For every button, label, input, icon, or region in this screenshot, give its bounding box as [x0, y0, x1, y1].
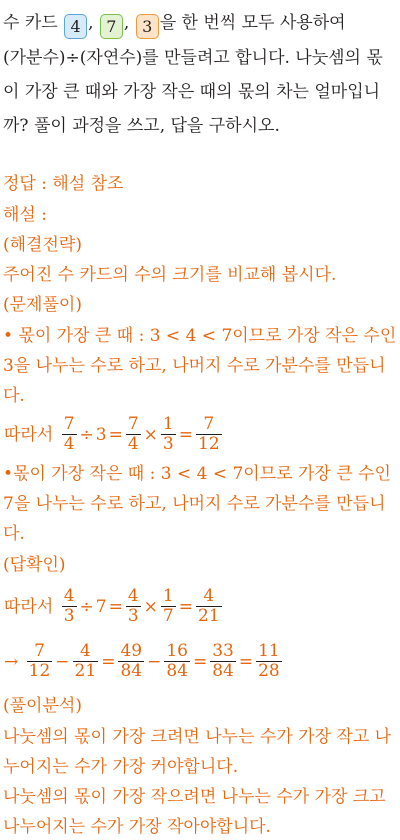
- question-line-2: (가분수)÷(자연수)를 만들려고 합니다. 나눗셈의 몫: [3, 48, 383, 68]
- answer-line: 정답 : 해설 참조: [3, 174, 124, 194]
- fraction: $\frac{7}{4}$: [127, 414, 139, 454]
- fraction: $\frac{49}{84}$: [120, 641, 143, 681]
- fraction: $\frac{1}{3}$: [162, 414, 174, 454]
- analysis-line-2: 누어지는 수가 가장 커야합니다.: [3, 757, 239, 777]
- strategy-title: (해결전략): [3, 235, 82, 255]
- equation-difference: → $\frac{7}{12}$ − $\frac{4}{21}$ = $\frac{49}{84}$ − $\frac{16}{84}$ = $\frac{33}{84}$ = $\frac{11}{28}$: [4, 641, 280, 681]
- max-case-line-2: 3을 나누는 수로 하고, 나머지 수로 가분수를 만듭니: [3, 356, 386, 376]
- max-case-line-1: • 몫이 가장 큰 때 : 3 < 4 < 7이므로 가장 작은 수인: [3, 326, 397, 346]
- number-card-3: 3: [136, 14, 159, 39]
- therefore-label: 따라서: [4, 424, 54, 445]
- fraction: $\frac{7}{4}$: [63, 414, 75, 454]
- strategy-text: 주어진 수 카드의 수의 크기를 비교해 봅시다.: [3, 265, 337, 285]
- fraction: $\frac{11}{28}$: [258, 641, 280, 681]
- fraction: $\frac{4}{21}$: [198, 586, 220, 626]
- equation-min: 따라서 $\frac{4}{3}$ ÷ 7 = $\frac{4}{3}$ × $\frac{1}{7}$ = $\frac{4}{21}$: [4, 586, 220, 626]
- min-case-line-3: 다.: [3, 524, 25, 544]
- fraction: $\frac{4}{3}$: [127, 586, 139, 626]
- question-line-3: 이 가장 큰 때와 가장 작은 때의 몫의 차는 얼마입니: [3, 82, 381, 102]
- analysis-line-4: 나누어지는 수가 가장 작아야합니다.: [3, 817, 271, 837]
- fraction: $\frac{7}{12}$: [28, 641, 51, 681]
- fraction: $\frac{16}{84}$: [166, 641, 188, 681]
- explanation-title: 해설 :: [3, 205, 47, 225]
- max-case-line-3: 다.: [3, 386, 25, 406]
- therefore-label: 따라서: [4, 596, 54, 617]
- analysis-line-1: 나눗셈의 몫이 가장 크려면 나누는 수가 가장 작고 나: [3, 727, 392, 747]
- question-line-4: 까? 풀이 과정을 쓰고, 답을 구하시오.: [3, 116, 280, 136]
- min-case-line-1: •몫이 가장 작은 때 : 3 < 4 < 7이므로 가장 큰 수인: [3, 464, 391, 484]
- fraction: $\frac{4}{21}$: [74, 641, 97, 681]
- check-title: (답확인): [3, 555, 66, 575]
- question-line-1-rest: 을 한 번씩 모두 사용하여: [159, 13, 346, 33]
- number-card-7: 7: [100, 14, 123, 39]
- equation-max: 따라서 $\frac{7}{4}$ ÷ 3 = $\frac{7}{4}$ × $\frac{1}{3}$ = $\frac{7}{12}$: [4, 414, 220, 454]
- solving-title: (문제풀이): [3, 295, 82, 315]
- number-card-4: 4: [64, 14, 87, 39]
- analysis-title: (풀이분석): [3, 696, 82, 716]
- fraction: $\frac{33}{84}$: [212, 641, 234, 681]
- min-case-line-2: 7을 나누는 수로 하고, 나머지 수로 가분수를 만듭니: [3, 494, 386, 514]
- fraction: $\frac{1}{7}$: [162, 586, 174, 626]
- question-prefix: 수 카드: [3, 13, 58, 33]
- analysis-line-3: 나눗셈의 몫이 가장 작으려면 나누는 수가 가장 크고: [3, 787, 386, 807]
- fraction: $\frac{4}{3}$: [63, 586, 75, 626]
- question-line-1: 수 카드 4 , 7 , 3 을 한 번씩 모두 사용하여: [3, 10, 346, 39]
- arrow-icon: →: [4, 651, 19, 672]
- fraction: $\frac{7}{12}$: [198, 414, 220, 454]
